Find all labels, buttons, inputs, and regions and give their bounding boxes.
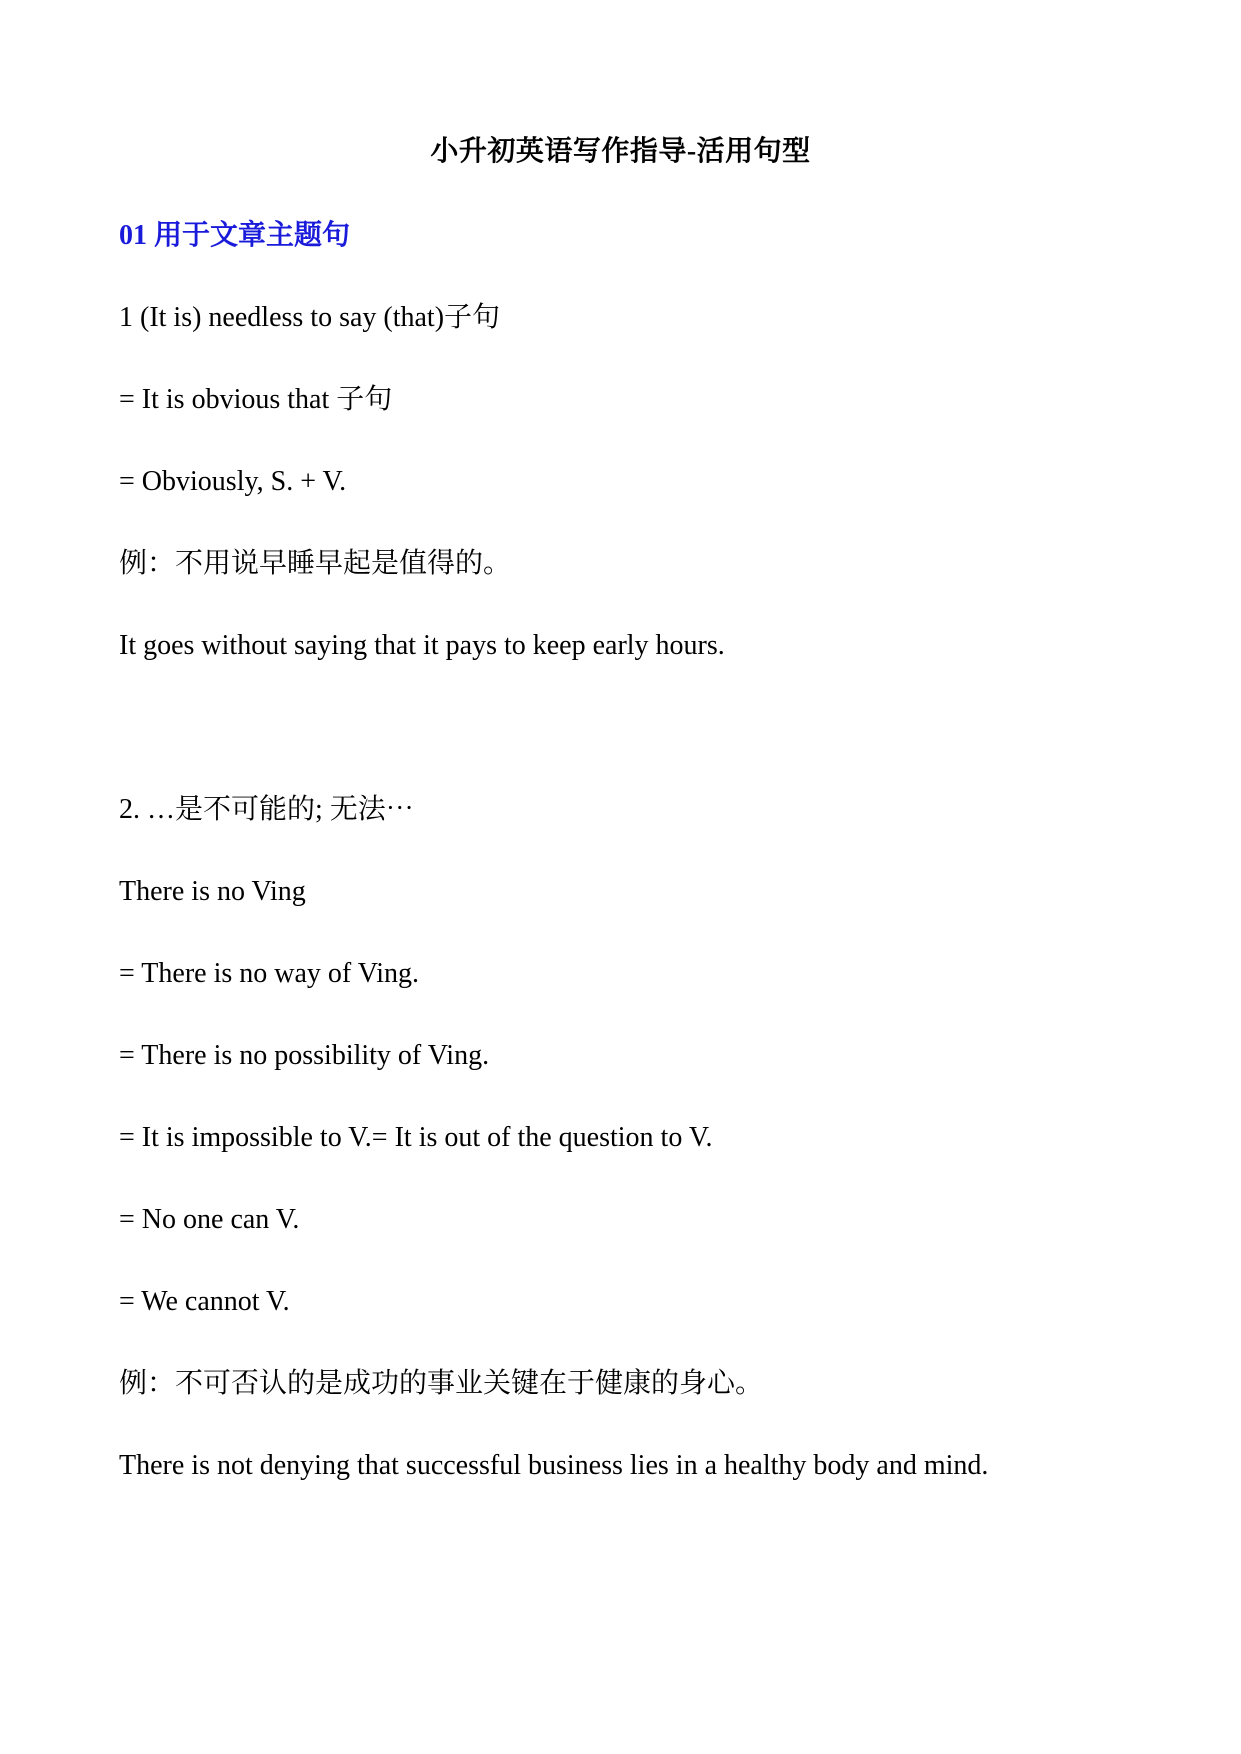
pattern-2-line-5: = No one can V. <box>119 1204 300 1235</box>
pattern-1-equivalent-1: = It is obvious that 子句 <box>119 384 393 415</box>
pattern-1-equivalent-2: = Obviously, S. + V. <box>119 466 347 497</box>
pattern-2-line-2: = There is no way of Ving. <box>119 958 420 989</box>
pattern-2-line-3: = There is no possibility of Ving. <box>119 1040 490 1071</box>
pattern-2-line-6: = We cannot V. <box>119 1286 290 1317</box>
pattern-2-example-english: There is not denying that successful business lies in a healthy body and mind. <box>119 1450 989 1481</box>
section-heading: 01 用于文章主题句 <box>119 220 351 251</box>
pattern-2-line-4: = It is impossible to V.= It is out of the question to V. <box>119 1122 713 1153</box>
pattern-2-heading: 2. …是不可能的; 无法⋯ <box>119 794 414 825</box>
pattern-2-example-chinese: 例：不可否认的是成功的事业关键在于健康的身心。 <box>119 1368 764 1399</box>
pattern-1-example-chinese: 例：不用说早睡早起是值得的。 <box>119 548 512 579</box>
pattern-2-line-1: There is no Ving <box>119 876 306 907</box>
pattern-1-example-english: It goes without saying that it pays to keep early hours. <box>119 630 725 661</box>
document-title: 小升初英语写作指导-活用句型 <box>430 136 811 167</box>
pattern-1-heading: 1 (It is) needless to say (that)子句 <box>119 302 501 333</box>
